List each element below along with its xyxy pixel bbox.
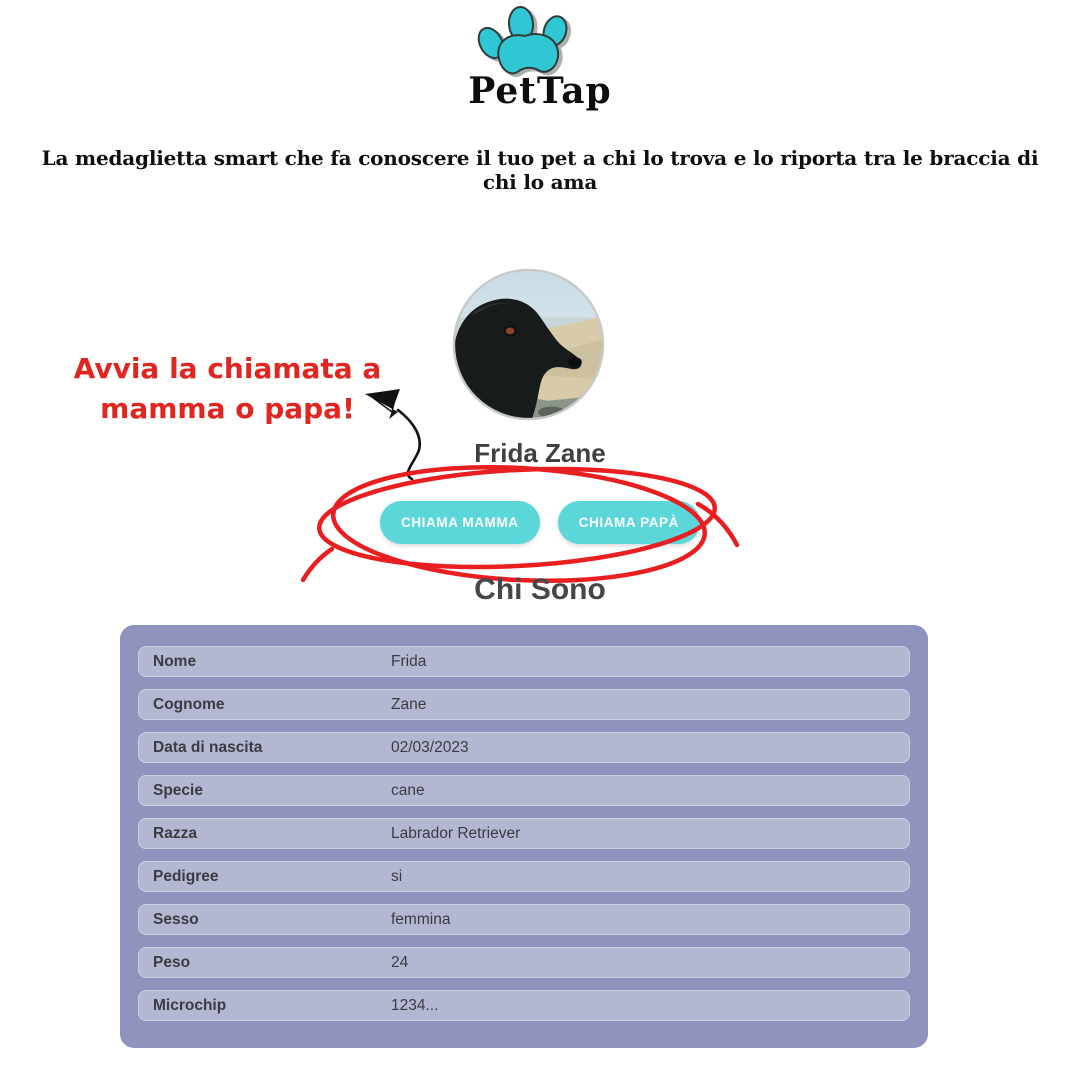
pet-name: Frida Zane <box>474 438 606 468</box>
row-label: Specie <box>153 781 203 799</box>
row-value: si <box>391 867 403 885</box>
pet-photo-image <box>451 267 606 422</box>
app-title: PetTap <box>468 70 612 112</box>
pet-photo <box>451 267 606 422</box>
row-value: 02/03/2023 <box>391 738 469 756</box>
row-label: Peso <box>153 953 191 971</box>
table-row <box>138 904 910 935</box>
table-row <box>138 947 910 978</box>
row-label: Cognome <box>153 695 225 713</box>
row-label: Microchip <box>153 996 227 1014</box>
table-row <box>138 818 910 849</box>
call-annotation-line2: mamma o papa! <box>100 392 355 425</box>
tagline: La medaglietta smart che fa conoscere il tuo pet a chi lo trova e lo riporta tra le braccia di chi lo ama <box>41 146 1039 194</box>
row-value: cane <box>391 781 425 799</box>
call-buttons-group <box>0 501 1080 544</box>
row-label: Razza <box>153 824 197 842</box>
profile-table <box>120 625 928 1048</box>
table-row <box>138 775 910 806</box>
row-value: femmina <box>391 910 451 928</box>
table-row <box>138 990 910 1021</box>
row-value: Labrador Retriever <box>391 824 521 842</box>
section-title: Chi Sono <box>474 573 606 606</box>
row-label: Pedigree <box>153 867 219 885</box>
row-label: Data di nascita <box>153 738 263 756</box>
call-dad-button[interactable]: CHIAMA PAPÀ <box>558 501 700 544</box>
call-mom-button[interactable]: CHIAMA MAMMA <box>380 501 540 544</box>
row-value: Frida <box>391 652 427 670</box>
row-value: 1234... <box>391 996 439 1014</box>
row-label: Sesso <box>153 910 199 928</box>
table-row <box>138 689 910 720</box>
call-annotation-line1: Avvia la chiamata a <box>73 352 382 385</box>
row-label: Nome <box>153 652 197 670</box>
table-row <box>138 646 910 677</box>
table-row <box>138 861 910 892</box>
call-annotation <box>55 349 400 429</box>
row-value: Zane <box>391 695 427 713</box>
table-row <box>138 732 910 763</box>
row-value: 24 <box>391 953 409 971</box>
